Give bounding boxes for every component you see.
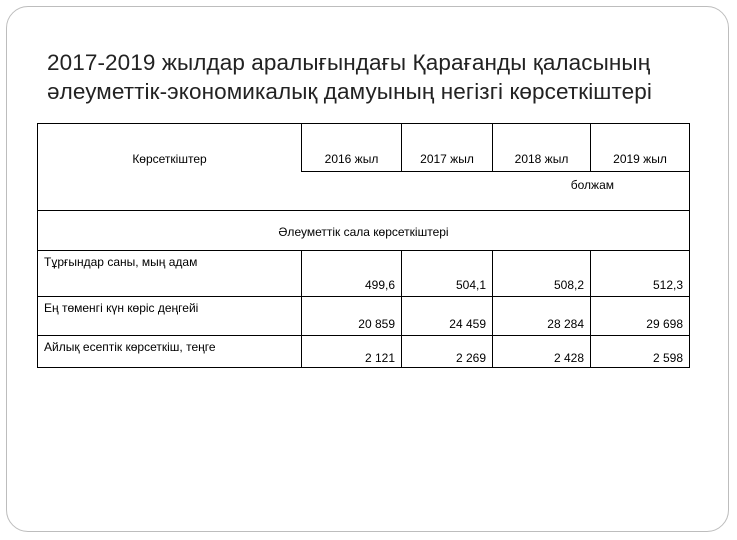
value-2017: 24 459 [402, 297, 493, 336]
value-2017: 504,1 [402, 251, 493, 297]
row-label: Айлық есептік көрсеткіш, теңге [38, 336, 302, 368]
row-label: Тұрғындар саны, мың адам [38, 251, 302, 297]
title-line-1: 2017-2019 жылдар аралығындағы Қарағанды қаласының [47, 50, 651, 75]
title-line-2: әлеуметтік-экономикалық дамуының негізгі көрсеткіштері [47, 79, 652, 104]
row-label: Ең төменгі күн көріс деңгейі [38, 297, 302, 336]
value-2018: 28 284 [493, 297, 591, 336]
value-2016: 499,6 [302, 251, 402, 297]
header-2016: 2016 жыл [302, 124, 402, 172]
value-2017: 2 269 [402, 336, 493, 368]
value-2019: 2 598 [591, 336, 690, 368]
indicators-table [37, 123, 690, 368]
header-2017: 2017 жыл [402, 124, 493, 172]
forecast-cell [38, 172, 690, 211]
table-row [38, 336, 690, 368]
section-row [38, 211, 690, 251]
value-2016: 2 121 [302, 336, 402, 368]
table-row [38, 251, 690, 297]
header-row [38, 124, 690, 172]
page-title [47, 48, 707, 106]
table-row [38, 297, 690, 336]
value-2018: 2 428 [493, 336, 591, 368]
value-2018: 508,2 [493, 251, 591, 297]
header-indicators: Көрсеткіштер [38, 124, 302, 172]
forecast-row [38, 172, 690, 211]
value-2016: 20 859 [302, 297, 402, 336]
forecast-label: болжам [570, 178, 614, 192]
value-2019: 29 698 [591, 297, 690, 336]
header-2019: 2019 жыл [591, 124, 690, 172]
header-2018: 2018 жыл [493, 124, 591, 172]
value-2019: 512,3 [591, 251, 690, 297]
section-title: Әлеуметтік сала көрсеткіштері [38, 211, 690, 251]
